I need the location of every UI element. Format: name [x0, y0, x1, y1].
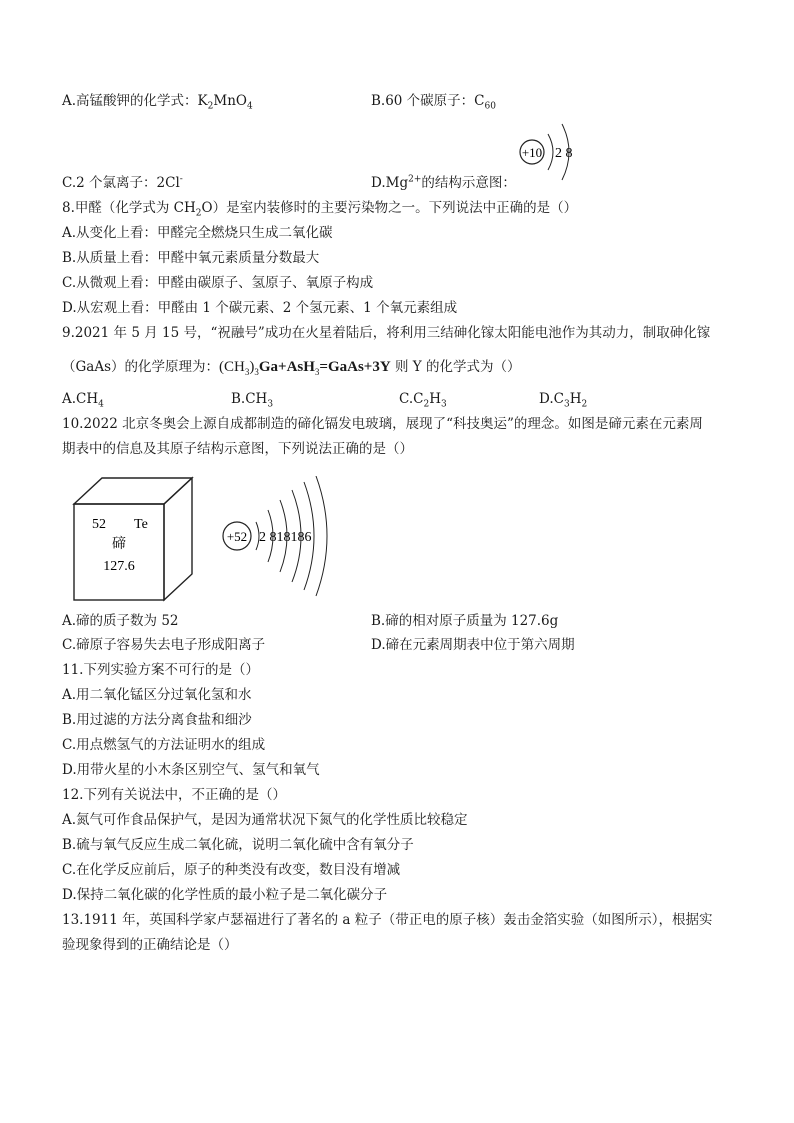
- q12-stem: 12.下列有关说法中，不正确的是（）: [62, 787, 286, 803]
- q12-option-b: B.硫与氧气反应生成二氧化硫，说明二氧化硫中含有氧分子: [62, 837, 414, 853]
- te-shell-electrons: 2 818186: [259, 530, 312, 545]
- q8-stem: 8.甲醛（化学式为 $CH_2O$）是室内装修时的主要污染物之一。下列说法中正确的是（）: [62, 200, 578, 219]
- q10-option-a: A.碲的质子数为 52: [62, 613, 179, 629]
- q8-option-d: D.从宏观上看：甲醛由 1 个碳元素、2 个氢元素、1 个氧元素组成: [62, 300, 458, 316]
- q7-option-d: $D.Mg^{2+}$的结构示意图：: [371, 174, 516, 191]
- tile-atomic-number: 52: [92, 517, 106, 532]
- q11-option-b: B.用过滤的方法分离食盐和细沙: [62, 712, 252, 728]
- q10-option-d: D.碲在元素周期表中位于第六周期: [371, 637, 575, 653]
- q12-option-a: A.氮气可作食品保护气，是因为通常状况下氮气的化学性质比较稳定: [62, 812, 468, 828]
- q9-option-b: $B.CH_3$: [231, 391, 274, 410]
- q12-option-d: D.保持二氧化碳的化学性质的最小粒子是二氧化碳分子: [62, 887, 388, 903]
- q9-stem-line2: （GaAs）的化学原理为：$(CH_3)_3Ga+AsH_3=GaAs+3Y$ 则 Y 的化学式为（）: [62, 359, 521, 377]
- q9-option-c: $C.C_2H_3$: [399, 391, 447, 410]
- q9-stem-line1: 9.2021 年 5 月 15 号，“祝融号”成功在火星着陆后，将利用三结砷化镓太阳能电池作为其动力，制取砷化镓: [62, 325, 711, 341]
- q10-option-c: C.碲原子容易失去电子形成阳离子: [62, 637, 266, 653]
- tile-atomic-mass: 127.6: [103, 559, 135, 574]
- tellurium-atom-structure: [218, 476, 338, 600]
- q11-option-d: D.用带火星的小木条区别空气、氢气和氧气: [62, 762, 320, 778]
- q11-stem: 11.下列实验方案不可行的是（）: [62, 662, 259, 678]
- q11-option-a: A.用二氧化锰区分过氧化氢和水: [62, 687, 252, 703]
- q10-option-b: B.碲的相对原子质量为 127.6g: [371, 613, 559, 629]
- q10-stem-line2: 期表中的信息及其原子结构示意图，下列说法正确的是（）: [62, 441, 413, 457]
- q11-option-c: C.用点燃氢气的方法证明水的组成: [62, 737, 266, 753]
- q9-equation: $(CH_3)_3Ga+AsH_3=GaAs+3Y$: [219, 359, 391, 377]
- q7-option-a: A.高锰酸钾的化学式：$K_2MnO_4$: [62, 93, 253, 112]
- q10-stem-line1: 10.2022 北京冬奥会上源自成都制造的碲化镉发电玻璃，展现了“科技奥运”的理念。如图是碲元素在元素周: [62, 416, 703, 432]
- q7-option-c: C.2 个氯离子：2Cl-: [62, 174, 183, 191]
- q7-option-b: B.60 个碳原子：$C_{60}$: [371, 93, 496, 112]
- q13-stem-line2: 验现象得到的正确结论是（）: [62, 937, 238, 953]
- tile-symbol: Te: [134, 517, 148, 532]
- q8-option-c: C.从微观上看：甲醛由碳原子、氢原子、氧原子构成: [62, 275, 374, 291]
- te-nucleus-label: +52: [226, 529, 248, 544]
- mg-ion-structure-diagram: [512, 120, 592, 186]
- q9-option-d: $D.C_3H_2$: [539, 391, 588, 410]
- tellurium-element-tile: [66, 474, 198, 604]
- q13-stem-line1: 13.1911 年，英国科学家卢瑟福进行了著名的 a 粒子（带正电的原子核）轰击金箔实验（如图所示），根据实: [62, 912, 713, 928]
- q9-option-a: $A.CH_4$: [62, 391, 104, 410]
- mg-nucleus-label: +10: [521, 145, 543, 160]
- q8-option-b: B.从质量上看：甲醛中氧元素质量分数最大: [62, 250, 320, 266]
- q8-option-a: A.从变化上看：甲醛完全燃烧只生成二氧化碳: [62, 225, 333, 241]
- q12-option-c: C.在化学反应前后，原子的种类没有改变，数目没有增减: [62, 862, 401, 878]
- tile-element-name: 碲: [112, 536, 126, 552]
- mg-shell-electrons: 2 8: [555, 146, 573, 161]
